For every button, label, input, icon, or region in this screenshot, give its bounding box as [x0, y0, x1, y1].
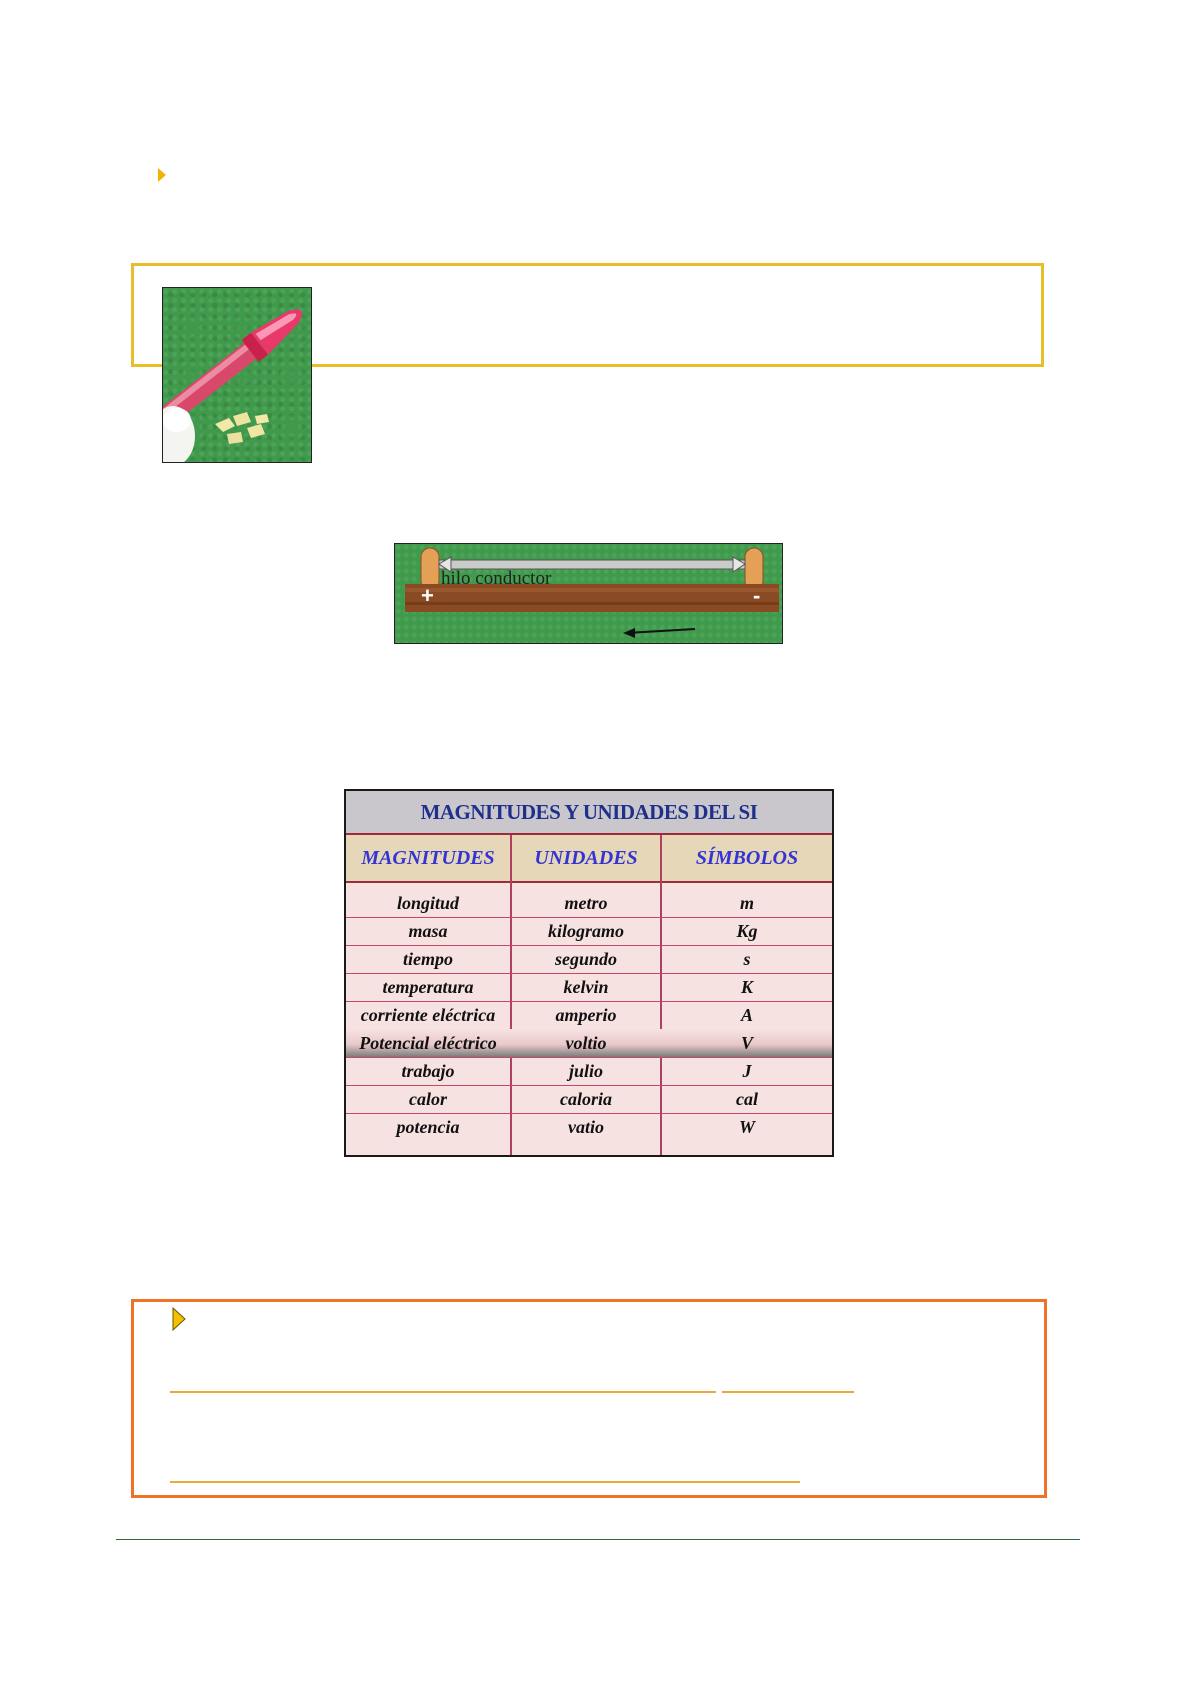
cell-symbol: s	[743, 948, 751, 969]
bullet-marker-icon	[158, 168, 166, 182]
cell-symbol: W	[738, 1116, 755, 1137]
cell-magnitude: calor	[409, 1088, 447, 1109]
table-header-row	[346, 835, 832, 883]
pen-static-electricity-image	[162, 287, 312, 463]
si-units-table	[344, 789, 834, 1157]
wire-label: hilo conductor	[441, 568, 552, 589]
cell-symbol: m	[739, 892, 754, 913]
table-row	[346, 889, 832, 918]
cell-symbol: cal	[736, 1088, 758, 1109]
table-row	[346, 1057, 832, 1086]
table-row	[346, 973, 832, 1002]
cell-unit: amperio	[555, 1004, 617, 1025]
footer-divider	[116, 1539, 1080, 1540]
link-underline[interactable]	[170, 1481, 800, 1483]
bullet-marker-icon	[171, 1306, 187, 1332]
conductor-wire-icon	[395, 544, 783, 644]
cell-symbol: K	[740, 976, 753, 997]
cell-magnitude: corriente eléctrica	[360, 1004, 496, 1025]
positive-terminal-label: +	[421, 583, 434, 608]
cell-unit: voltio	[565, 1032, 607, 1053]
cell-magnitude: trabajo	[401, 1060, 455, 1081]
cell-symbol: J	[742, 1060, 752, 1081]
cell-unit: kelvin	[563, 976, 609, 997]
conductor-wire-figure	[394, 543, 783, 644]
header-magnitudes: MAGNITUDES	[361, 846, 495, 869]
cell-unit: kilogramo	[547, 920, 624, 941]
cell-magnitude: potencia	[396, 1116, 460, 1137]
table-row	[346, 1113, 832, 1141]
cell-unit: vatio	[568, 1116, 604, 1137]
table-row-highlighted	[346, 1029, 832, 1058]
cell-unit: julio	[568, 1060, 603, 1081]
cell-symbol: V	[740, 1032, 753, 1053]
cell-unit: caloria	[560, 1088, 612, 1109]
cell-magnitude: masa	[408, 920, 448, 941]
cell-magnitude: Potencial eléctrico	[359, 1032, 497, 1053]
table-row	[346, 917, 832, 946]
negative-terminal-label: -	[753, 583, 761, 608]
header-simbolos: SÍMBOLOS	[695, 846, 799, 869]
cell-magnitude: tiempo	[403, 948, 453, 969]
cell-unit: metro	[564, 892, 608, 913]
cell-symbol: Kg	[736, 920, 758, 941]
header-unidades: UNIDADES	[534, 846, 638, 869]
table-body	[346, 883, 832, 1155]
link-underline[interactable]	[170, 1391, 716, 1393]
cell-unit: segundo	[554, 948, 617, 969]
table-row	[346, 1085, 832, 1114]
cell-magnitude: temperatura	[382, 976, 474, 997]
pen-illustration-icon	[163, 288, 312, 463]
table-row	[346, 1001, 832, 1030]
links-box	[131, 1299, 1047, 1498]
cell-magnitude: longitud	[396, 892, 460, 913]
link-underline[interactable]	[722, 1391, 854, 1393]
table-title: MAGNITUDES Y UNIDADES DEL SI	[346, 791, 832, 835]
cell-symbol: A	[740, 1004, 753, 1025]
table-row	[346, 945, 832, 974]
